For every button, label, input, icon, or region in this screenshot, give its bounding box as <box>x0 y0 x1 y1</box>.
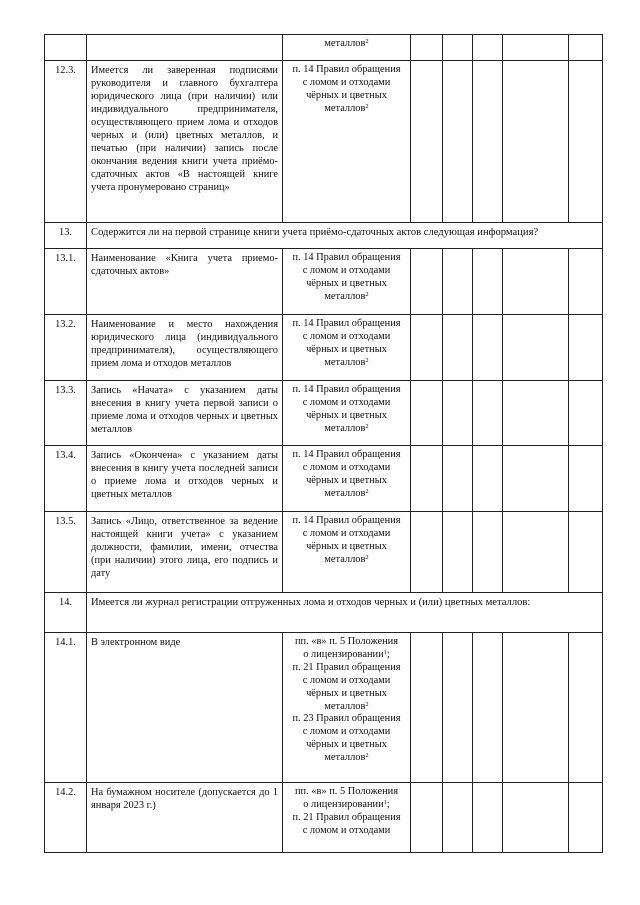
ref-line: металлов <box>324 422 366 434</box>
ref-line: п. 14 Правил обращения <box>292 252 401 263</box>
item-number-cell: 13.4. <box>45 446 87 512</box>
item-number-cell: 12.3. <box>45 61 87 223</box>
question-cell: Запись «Окончена» с указанием даты внесения в книгу учета последней записи о приеме лома и отходов черных и цветных металлов <box>87 446 283 512</box>
ref-line: с ломом и отходами <box>302 396 391 408</box>
section-number-cell: 14. <box>45 593 87 633</box>
answer-na-cell[interactable] <box>473 446 503 512</box>
item-number-cell <box>45 35 87 61</box>
ref-line: чёрных и цветных <box>306 540 387 552</box>
section-number-cell: 13. <box>45 223 87 249</box>
item-number-cell: 14.2. <box>45 783 87 853</box>
question-cell <box>87 35 283 61</box>
legal-reference-cell <box>283 633 411 783</box>
answer-no-cell[interactable] <box>443 249 473 315</box>
legal-reference-cell <box>283 35 411 61</box>
ref-line: чёрных и цветных <box>306 409 387 421</box>
question-cell: Запись «Лицо, ответственное за ведение настоящей книги учета» с указанием должности, фамилии, имени, отчества (при наличии) этого лица, его подпись и дату <box>87 512 283 593</box>
answer-yes-cell[interactable] <box>411 249 443 315</box>
extra-cell[interactable] <box>569 249 603 315</box>
table-row-13-4 <box>45 446 603 512</box>
ref-line: с ломом и отходами <box>302 674 391 686</box>
note-cell[interactable] <box>503 249 569 315</box>
question-cell: В электронном виде <box>87 633 283 783</box>
answer-no-cell[interactable] <box>443 381 473 446</box>
legal-reference-cell <box>283 249 411 315</box>
footnote-mark: 1 <box>383 798 387 806</box>
ref-line: чёрных и цветных <box>306 89 387 101</box>
ref-line: п. 14 Правил обращения <box>292 515 401 526</box>
extra-cell[interactable] <box>569 783 603 853</box>
ref-line: металлов <box>324 290 366 302</box>
answer-no-cell[interactable] <box>443 633 473 783</box>
answer-na-cell[interactable] <box>473 315 503 381</box>
answer-yes-cell[interactable] <box>411 633 443 783</box>
legal-reference-cell <box>283 783 411 853</box>
extra-cell[interactable] <box>569 315 603 381</box>
item-number-cell: 14.1. <box>45 633 87 783</box>
ref-line: пп. «в» п. 5 Положения <box>295 636 398 647</box>
footnote-mark: 2 <box>365 290 369 298</box>
table-row-12-3 <box>45 61 603 223</box>
legal-reference-cell <box>283 446 411 512</box>
answer-na-cell[interactable] <box>473 381 503 446</box>
question-cell: Наименование «Книга учета приемо-сдаточных актов» <box>87 249 283 315</box>
ref-line: металлов <box>324 38 366 49</box>
table-row-section-14 <box>45 593 603 633</box>
item-number-cell: 13.2. <box>45 315 87 381</box>
ref-line: чёрных и цветных <box>306 739 387 751</box>
extra-cell[interactable] <box>569 61 603 223</box>
extra-cell[interactable] <box>569 512 603 593</box>
ref-line: п. 23 Правил обращения <box>292 713 401 725</box>
ref-line: с ломом и отходами <box>302 264 391 276</box>
answer-na-cell[interactable] <box>473 61 503 223</box>
ref-separator: ; <box>386 798 390 810</box>
extra-cell[interactable] <box>569 35 603 61</box>
ref-line: чёрных и цветных <box>306 343 387 355</box>
answer-yes-cell[interactable] <box>411 381 443 446</box>
ref-line: с ломом и отходами <box>302 76 391 88</box>
legal-reference-cell <box>283 381 411 446</box>
ref-line: п. 14 Правил обращения <box>292 64 401 75</box>
footnote-mark: 2 <box>365 38 369 45</box>
ref-line: п. 14 Правил обращения <box>292 449 401 460</box>
table-row-13-1 <box>45 249 603 315</box>
note-cell[interactable] <box>503 783 569 853</box>
ref-line: чёрных и цветных <box>306 277 387 289</box>
ref-line: металлов <box>324 487 366 499</box>
footnote-mark: 1 <box>383 648 387 656</box>
footnote-mark: 2 <box>365 700 369 708</box>
ref-line: чёрных и цветных <box>306 687 387 699</box>
ref-line: с ломом и отходами <box>302 330 391 342</box>
ref-line: п. 14 Правил обращения <box>292 318 401 329</box>
note-cell[interactable] <box>503 61 569 223</box>
footnote-mark: 2 <box>365 752 369 760</box>
question-cell: Запись «Начата» с указанием даты внесения в книгу учета первой записи о приеме лома и отходов черных и цветных металлов <box>87 381 283 446</box>
section-heading-cell: Имеется ли журнал регистрации отгруженных лома и отходов черных и (или) цветных металлов: <box>87 593 603 633</box>
ref-separator: ; <box>386 648 390 660</box>
note-cell[interactable] <box>503 512 569 593</box>
table-row-continuation <box>45 35 603 61</box>
legal-reference-cell <box>283 512 411 593</box>
answer-yes-cell[interactable] <box>411 512 443 593</box>
answer-no-cell[interactable] <box>443 512 473 593</box>
table-row-14-2 <box>45 783 603 853</box>
answer-no-cell[interactable] <box>443 35 473 61</box>
question-cell: Наименование и место нахождения юридического лица (индивидуального предпринимателя), осуществляющего прием лома и отходов металлов <box>87 315 283 381</box>
footnote-mark: 2 <box>365 553 369 561</box>
ref-line: с ломом и отходами <box>302 726 391 738</box>
ref-line: п. 21 Правил обращения <box>292 811 401 823</box>
ref-line: пп. «в» п. 5 Положения <box>295 786 398 797</box>
answer-na-cell[interactable] <box>473 633 503 783</box>
footnote-mark: 2 <box>365 356 369 364</box>
answer-no-cell[interactable] <box>443 61 473 223</box>
legal-reference-cell <box>283 315 411 381</box>
answer-yes-cell[interactable] <box>411 61 443 223</box>
ref-line: п. 14 Правил обращения <box>292 384 401 395</box>
question-cell: На бумажном носителе (допускается до 1 января 2023 г.) <box>87 783 283 853</box>
ref-line: о лицензировании <box>303 798 384 810</box>
answer-na-cell[interactable] <box>473 249 503 315</box>
ref-line: металлов <box>324 356 366 368</box>
ref-line: с ломом и отходами <box>302 824 391 836</box>
item-number-cell: 13.3. <box>45 381 87 446</box>
answer-na-cell[interactable] <box>473 35 503 61</box>
answer-na-cell[interactable] <box>473 512 503 593</box>
answer-no-cell[interactable] <box>443 315 473 381</box>
note-cell[interactable] <box>503 381 569 446</box>
ref-line: металлов <box>324 700 366 712</box>
ref-line: с ломом и отходами <box>302 461 391 473</box>
legal-reference-cell <box>283 61 411 223</box>
ref-line: металлов <box>324 102 366 114</box>
answer-yes-cell[interactable] <box>411 446 443 512</box>
answer-yes-cell[interactable] <box>411 315 443 381</box>
table-row-13-2 <box>45 315 603 381</box>
ref-line: чёрных и цветных <box>306 474 387 486</box>
footnote-mark: 2 <box>365 422 369 430</box>
note-cell[interactable] <box>503 446 569 512</box>
question-cell: Имеется ли заверенная подписями руководителя и главного бухгалтера юридического лица (при наличии) или индивидуального предпринимателя, осуществляющего прием лома и отходов черных и (или) цветных металлов, и печатью (при наличии) запись после окончания ведения книги учета приёмо-сдаточных актов «В настоящей книге учета пронумеровано страниц» <box>87 61 283 223</box>
item-number-cell: 13.5. <box>45 512 87 593</box>
checklist-table <box>44 34 603 853</box>
table-row-14-1 <box>45 633 603 783</box>
note-cell[interactable] <box>503 35 569 61</box>
ref-line: металлов <box>324 752 366 764</box>
ref-line: с ломом и отходами <box>302 527 391 539</box>
answer-yes-cell[interactable] <box>411 783 443 853</box>
ref-line: о лицензировании <box>303 648 384 660</box>
extra-cell[interactable] <box>569 446 603 512</box>
ref-line: металлов <box>324 553 366 565</box>
extra-cell[interactable] <box>569 633 603 783</box>
table-row-13-5 <box>45 512 603 593</box>
footnote-mark: 2 <box>365 102 369 110</box>
answer-na-cell[interactable] <box>473 783 503 853</box>
item-number-cell: 13.1. <box>45 249 87 315</box>
answer-no-cell[interactable] <box>443 446 473 512</box>
section-heading-cell: Содержится ли на первой странице книги учета приёмо-сдаточных актов следующая информация? <box>87 223 603 249</box>
ref-line: п. 21 Правил обращения <box>292 661 401 673</box>
note-cell[interactable] <box>503 633 569 783</box>
table-row-13-3 <box>45 381 603 446</box>
answer-yes-cell[interactable] <box>411 35 443 61</box>
answer-no-cell[interactable] <box>443 783 473 853</box>
footnote-mark: 2 <box>365 487 369 495</box>
table-row-section-13 <box>45 223 603 249</box>
extra-cell[interactable] <box>569 381 603 446</box>
note-cell[interactable] <box>503 315 569 381</box>
